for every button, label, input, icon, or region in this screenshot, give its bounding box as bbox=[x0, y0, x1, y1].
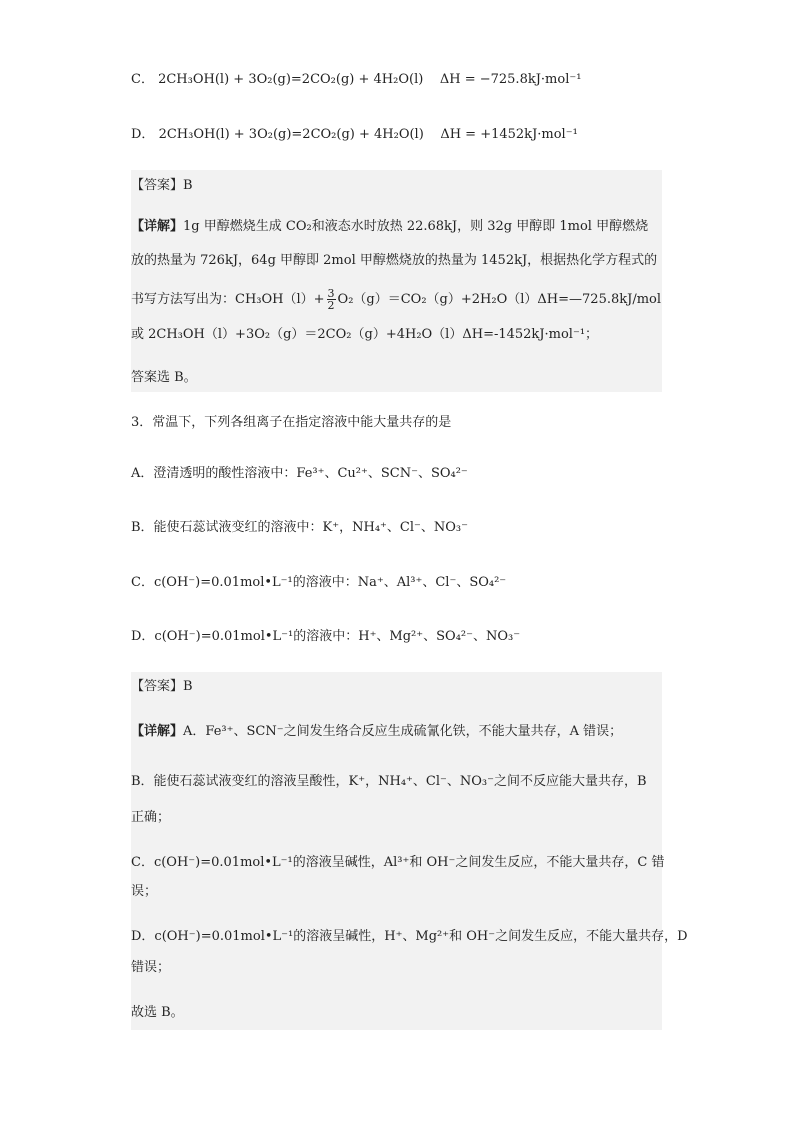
answer-label-1: 【答案】B bbox=[131, 178, 193, 193]
question-3-option-d: D．c(OH⁻)=0.01mol•L⁻¹的溶液中：H⁺、Mg²⁺、SO₄²⁻、NO₃⁻ bbox=[131, 629, 521, 644]
equation: 2CH₃OH(l) + 3O₂(g)=2CO₂(g) + 4H₂O(l) bbox=[158, 72, 424, 87]
question-3-option-b: B．能使石蕊试液变红的溶液中：K⁺，NH₄⁺、Cl⁻、NO₃⁻ bbox=[131, 520, 468, 535]
question-3-option-c: C．c(OH⁻)=0.01mol•L⁻¹的溶液中：Na⁺、Al³⁺、Cl⁻、SO₄²⁻ bbox=[131, 575, 507, 590]
option-label: D． bbox=[131, 127, 155, 142]
detail-2-b-line-2: 正确； bbox=[131, 810, 171, 825]
detail-2-d-line-2: 错误； bbox=[131, 960, 171, 975]
fraction-three-halves: $\frac{3}{2}$ bbox=[327, 287, 335, 312]
question-3-option-a: A．澄清透明的酸性溶液中：Fe³⁺、Cu²⁺、SCN⁻、SO₄²⁻ bbox=[131, 466, 468, 481]
detail-1-line-2: 放的热量为 726kJ，64g 甲醇即 2mol 甲醇燃烧放的热量为 1452kJ，根据热化学方程式的 bbox=[131, 253, 658, 268]
answer-label-2: 【答案】B bbox=[131, 679, 193, 694]
enthalpy: ΔH = −725.8kJ·mol⁻¹ bbox=[439, 72, 582, 87]
answer-block-1 bbox=[131, 170, 662, 392]
detail-2-c-line-1: C．c(OH⁻)=0.01mol•L⁻¹的溶液呈碱性，Al³⁺和 OH⁻之间发生反应，不能大量共存，C 错 bbox=[131, 855, 665, 870]
detail-2-d-line-1: D．c(OH⁻)=0.01mol•L⁻¹的溶液呈碱性，H⁺、Mg²⁺和 OH⁻之间发生反应，不能大量共存，D bbox=[131, 929, 688, 944]
detail-1-line-5: 答案选 B。 bbox=[131, 370, 197, 385]
detail-2-c-line-2: 误； bbox=[131, 884, 158, 899]
detail-1-line-1: 【详解】1g 甲醇燃烧生成 CO₂和液态水时放热 22.68kJ，则 32g 甲醇即 1mol 甲醇燃烧 bbox=[131, 219, 649, 234]
detail-2-a: 【详解】A．Fe³⁺、SCN⁻之间发生络合反应生成硫氰化铁，不能大量共存，A 错误； bbox=[131, 724, 623, 739]
detail-1-line-4: 或 2CH₃OH（l）+3O₂（g）＝2CO₂（g）+4H₂O（l）ΔH=-1452kJ·mol⁻¹； bbox=[131, 327, 599, 342]
enthalpy: ΔH = +1452kJ·mol⁻¹ bbox=[440, 127, 578, 142]
detail-2-b-line-1: B．能使石蕊试液变红的溶液呈酸性，K⁺，NH₄⁺、Cl⁻、NO₃⁻之间不反应能大量共存，B bbox=[131, 774, 647, 789]
detail-2-end: 故选 B。 bbox=[131, 1005, 184, 1020]
option-c-top bbox=[131, 70, 581, 90]
detail-1-line-3: 书写方法写出为：CH₃OH（l）+ $\frac{3}{2}$ O₂（g）＝CO₂（g）+2H₂O（l）ΔH=—725.8kJ/mol bbox=[131, 287, 662, 312]
option-d-top bbox=[131, 125, 578, 145]
detail-tag: 【详解】 bbox=[131, 724, 184, 739]
option-label: C． bbox=[131, 72, 154, 87]
detail-tag: 【详解】 bbox=[131, 219, 184, 234]
question-3-stem: 3．常温下，下列各组离子在指定溶液中能大量共存的是 bbox=[131, 415, 452, 430]
equation: 2CH₃OH(l) + 3O₂(g)=2CO₂(g) + 4H₂O(l) bbox=[158, 127, 424, 142]
